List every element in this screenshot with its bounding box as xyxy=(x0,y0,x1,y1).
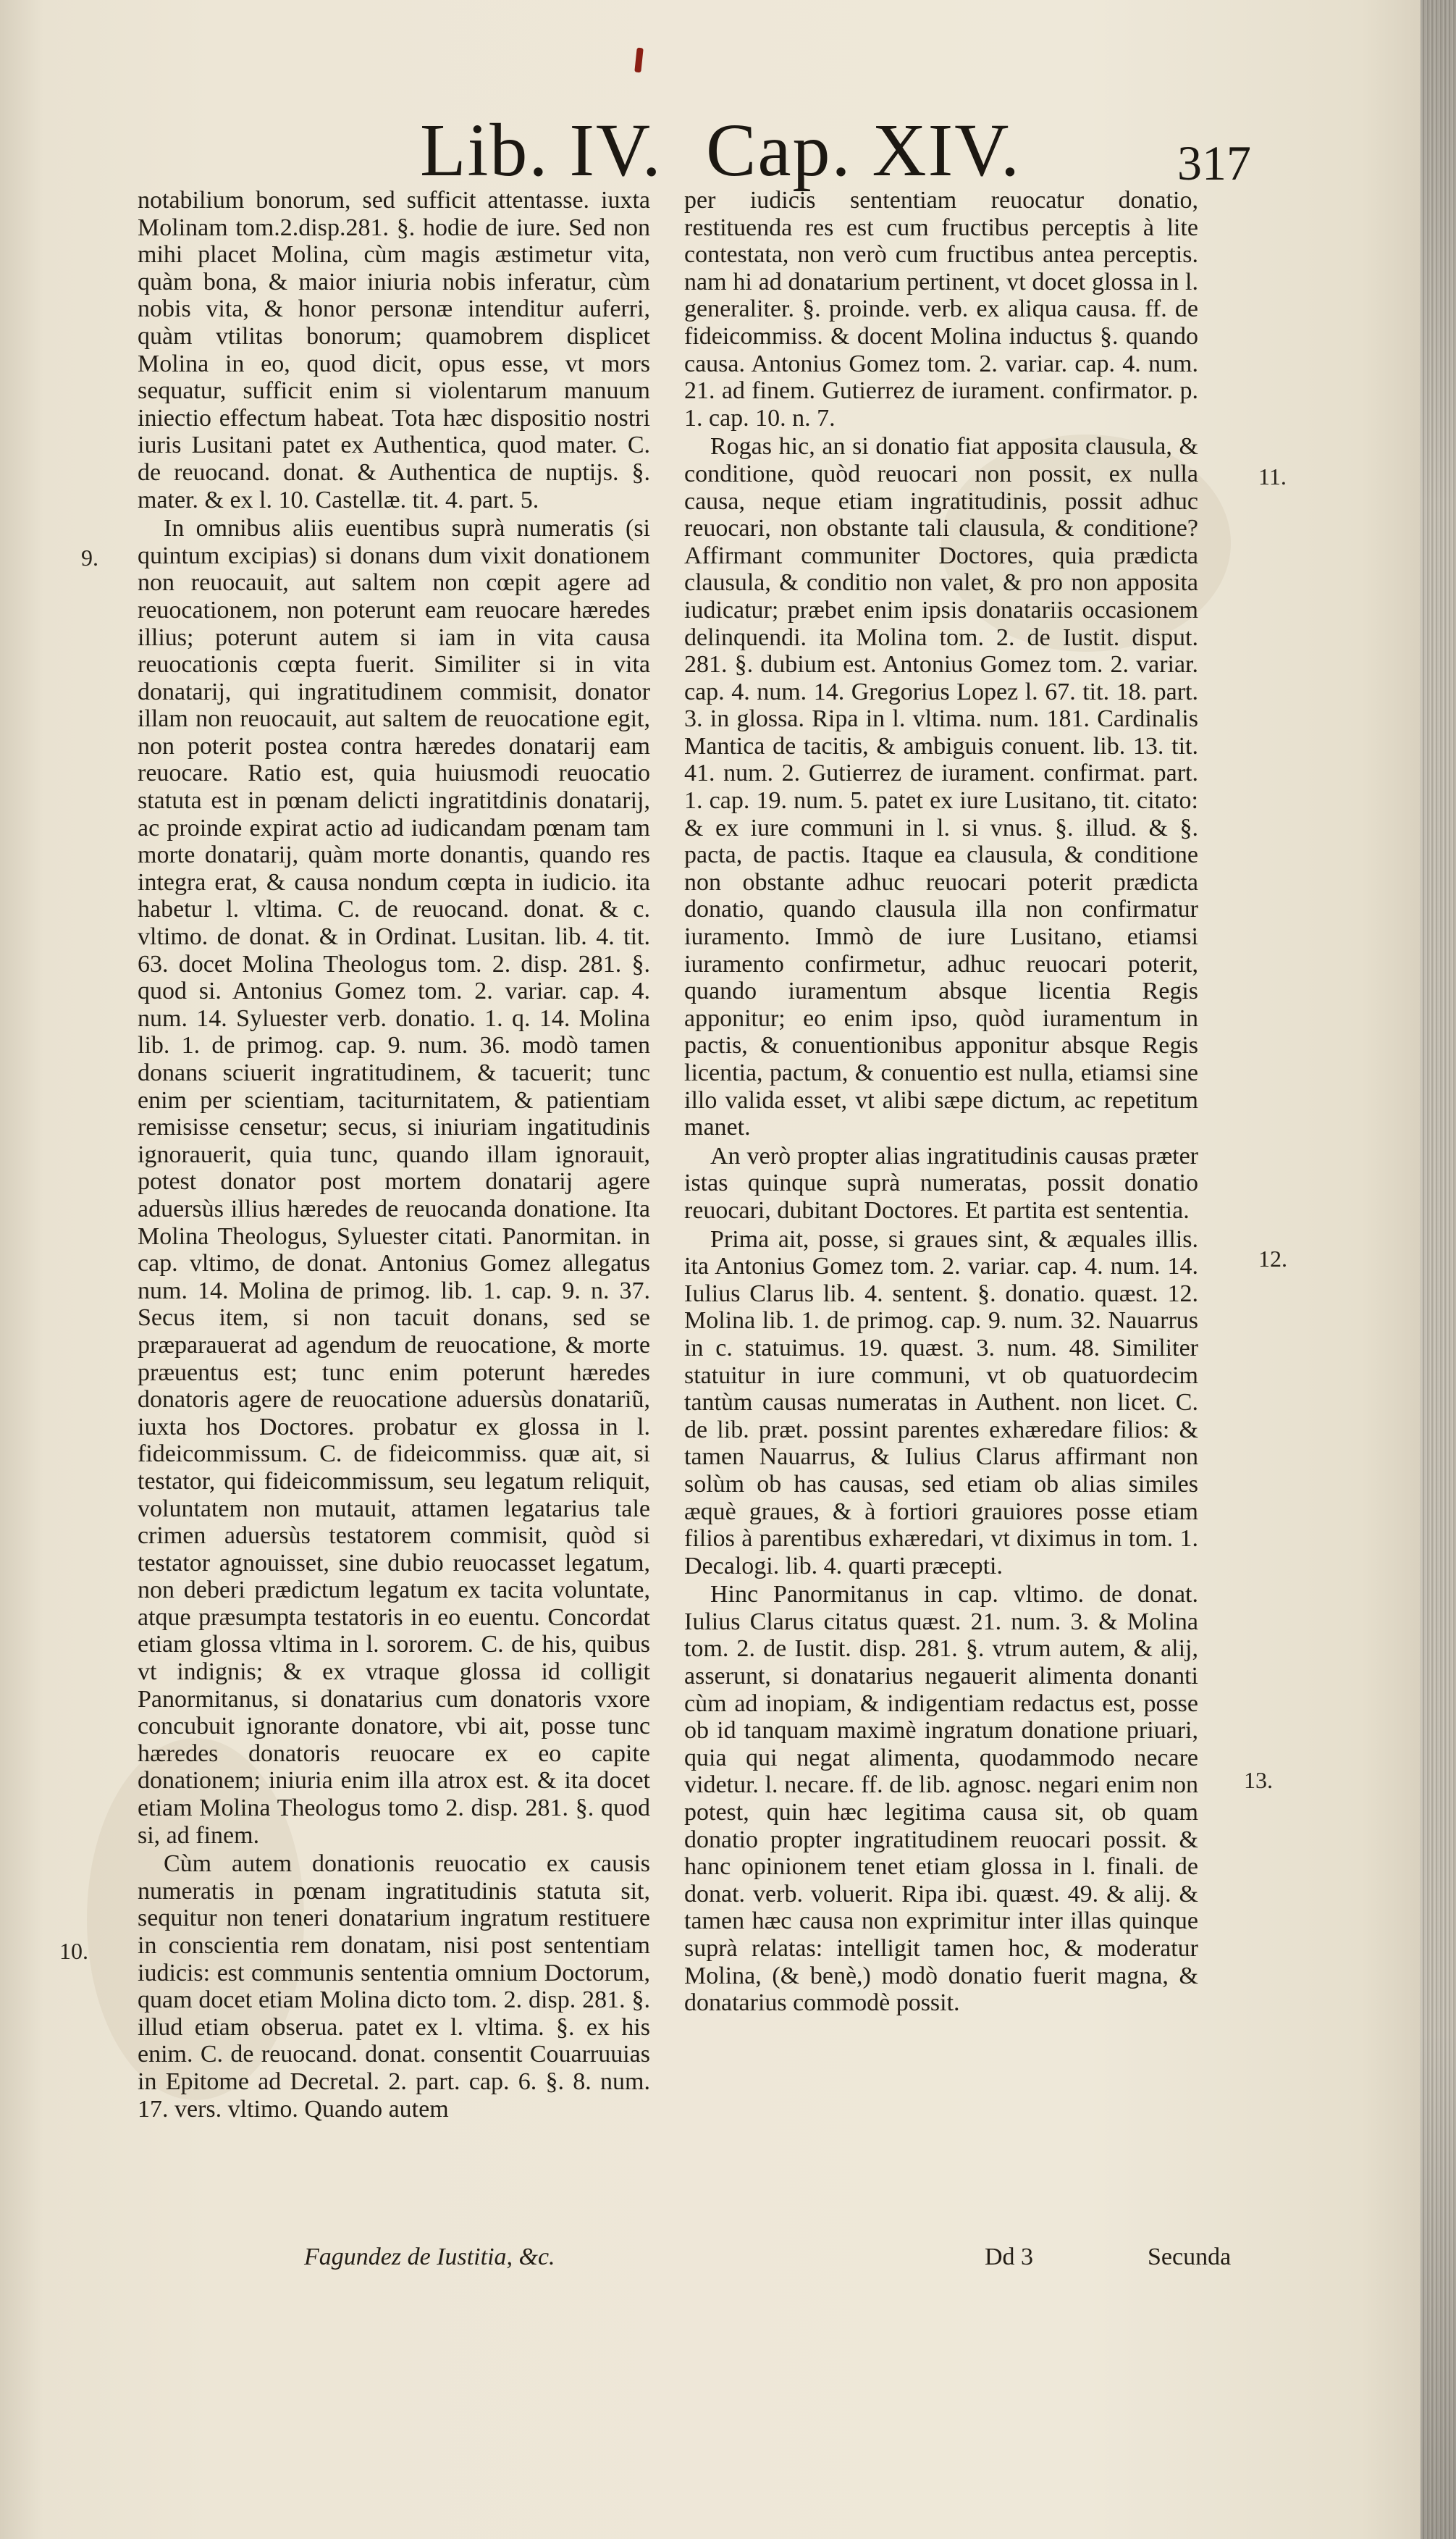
page-edges xyxy=(1421,0,1456,2539)
margin-number: 12. xyxy=(1258,1246,1287,1272)
chapter-heading: Cap. XIV. xyxy=(706,109,1021,192)
right-column xyxy=(684,187,1198,2017)
paragraph: Rogas hic, an si donatio fiat apposita clausula, & conditione, quòd reuocari non possit, ex nulla causa, neque etiam ingratitudinis, possit adhuc reuocari, non obstante tali clausula, & conditione? Affirmant communiter Doctores, quia prædicta clausula, & conditio non valet, & pro non apposita iudicatur; præbet enim ipsis donatariis occasionem delinquendi. ita Molina tom. 2. de Iustit. disput. 281. §. dubium est. Antonius Gomez tom. 2. variar. cap. 4. num. 14. Gregorius Lopez l. 67. tit. 18. part. 3. in glossa. Ripa in l. vltima. num. 181. Cardinalis Mantica de tacitis, & ambiguis conuent. lib. 13. tit. 41. num. 2. Gutierrez de iurament. confirmat. part. 1. cap. 19. num. 5. patet ex iure Lusitano, tit. citato: & ex iure communi in l. si vnus. §. illud. & §. pacta, de pactis. Itaque ea clausula, & conditione non obstante adhuc reuocari poterit prædicta donatio, quando clausula illa non confirmatur iuramento. Immò de iure Lusitano, etiamsi iuramento confirmetur, adhuc reuocari poterit, quando iuramentum absque licentia Regis apponitur; eo enim ipso, quòd iuramentum in pactis, & conuentionibus apponitur absque Regis licentia, pactum, & conuentio est nulla, etiamsi sine illo valida esset, vt alibi sæpe dictum, ac repetitum manet. xyxy=(684,433,1198,1141)
paragraph: Hinc Panormitanus in cap. vltimo. de donat. Iulius Clarus citatus quæst. 21. num. 3. & Molina tom. 2. de Iustit. disp. 281. §. vtrum autem, & alij, asserunt, si donatarius negauerit alimenta donanti cùm ad inopiam, & indigentiam redactus est, posse ob id tanquam maximè ingratum donatione priuari, quia qui negat alimenta, quodammodo necare videtur. l. necare. ff. de lib. agnosc. negari enim non potest, quin hæc legitima causa sit, ob quam donatio propter ingratitudinem reuocari possit. & hanc opinionem tenet etiam glossa in l. finali. de donat. verb. voluerit. Ripa ibi. quæst. 49. & alij. & tamen hæc causa non exprimitur inter illas quinque suprà relatas: intelligit tamen hoc, & moderatur Molina, (& benè,) modò donatio fuerit magna, & donatarius commodè possit. xyxy=(684,1581,1198,2017)
running-footer-title: Fagundez de Iustitia, &c. xyxy=(304,2244,555,2270)
left-column xyxy=(138,187,650,2123)
paragraph: per iudicis sententiam reuocatur donatio, restituenda res est cum fructibus perceptis à lite contestata, non verò cum fructibus antea perceptis. nam hi ad donatarium pertinent, vt docet glossa in l. generaliter. §. proinde. verb. ex aliqua causa. ff. de fideicommiss. & docent Molina inductus §. quando causa. Antonius Gomez tom. 2. variar. cap. 4. num. 21. ad finem. Gutierrez de iurament. confirmator. p. 1. cap. 10. n. 7. xyxy=(684,187,1198,432)
margin-number: 9. xyxy=(81,545,98,571)
book-heading: Lib. IV. xyxy=(420,109,662,192)
ink-mark xyxy=(634,48,644,73)
page-number: 317 xyxy=(1177,135,1251,190)
paragraph: Cùm autem donationis reuocatio ex causis numeratis in pœnam ingratitudinis statuta sit, sequitur non teneri donatarium ingratum restituere in conscientia rem donatam, nisi post sententiam iudicis: est communis sententia omnium Doctorum, quam docet etiam Molina dicto tom. 2. disp. 281. §. illud etiam obserua. patet ex l. vltima. §. ex his enim. C. de reuocand. donat. consentit Couarruuias in Epitome ad Decretal. 2. part. cap. 6. §. 8. num. 17. vers. vltimo. Quando autem xyxy=(138,1850,650,2123)
paragraph: notabilium bonorum, sed sufficit attentasse. iuxta Molinam tom.2.disp.281. §. hodie de iure. Sed non mihi placet Molina, cùm magis æstimetur vita, quàm bona, & maior iniuria nobis inferatur, cùm nobis vita, & honor personæ intenditur auferri, quàm vtilitas bonorum; quamobrem displicet Molina in eo, quod dicit, opus esse, vt mors sequatur, sufficit enim si violentarum manuum iniectio effectum habeat. Tota hæc dispositio nostri iuris Lusitani patet ex Authentica, quod mater. C. de reuocand. donat. & Authentica de nuptijs. §. mater. & ex l. 10. Castellæ. tit. 4. part. 5. xyxy=(138,187,650,513)
margin-number: 13. xyxy=(1244,1767,1273,1793)
margin-number: 10. xyxy=(59,1938,88,1964)
paragraph: Prima ait, posse, si graues sint, & æquales illis. ita Antonius Gomez tom. 2. variar. cap. 4. num. 14. Iulius Clarus lib. 4. sentent. §. donatio. quæst. 12. Molina lib. 1. de primog. cap. 9. num. 32. Nauarrus in c. statuimus. 19. quæst. 3. num. 48. Similiter statuitur in iure communi, vt ob quatuordecim tantùm causas numeratas in Authent. non licet. C. de lib. præt. possint parentes exhæredare filios: & tamen Nauarrus, & Iulius Clarus affirmant non solùm ob has causas, sed etiam ob alias similes æquè graues, & à fortiori grauiores posse etiam filios à parentibus exhæredari, vt diximus in tom. 1. Decalogi. lib. 4. quarti præcepti. xyxy=(684,1225,1198,1579)
paragraph: An verò propter alias ingratitudinis causas præter istas quinque suprà numeratas, possit donatio reuocari, dubitant Doctores. Et partita est sententia. xyxy=(684,1142,1198,1224)
catchword: Secunda xyxy=(1148,2244,1232,2270)
signature-mark: Dd 3 xyxy=(985,2244,1034,2270)
paragraph: In omnibus aliis euentibus suprà numeratis (si quintum excipias) si donans dum vixit donationem non reuocauit, aut saltem non cœpit agere ad reuocationem, non poterunt eam reuocare hæredes illius; poterunt autem si iam in vita causa reuocationis cœpta fuerit. Similiter si in vita donatarij, qui ingratitudinem commisit, donator illam non reuocauit, aut saltem de reuocatione egit, non poterit postea contra hæredes donatarij eam reuocare. Ratio est, quia huiusmodi reuocatio statuta est in pœnam delicti ingratitdinis donatarij, ac proinde expirat actio ad iudicandam pœnam tam morte donatarij, quàm morte donantis, quando res integra erat, & causa nondum cœpta in iudicio. ita habetur l. vltima. C. de reuocand. donat. & c. vltimo. de donat. & in Ordinat. Lusitan. lib. 4. tit. 63. docet Molina Theologus tom. 2. disp. 281. §. quod si. Antonius Gomez tom. 2. variar. cap. 4. num. 14. Syluester verb. donatio. 1. q. 14. Molina lib. 1. de primog. cap. 9. num. 36. modò tamen donans sciuerit ingratitudinem, & tacuerit; tunc enim per scientiam, taciturnitatem, & patientiam remisisse censetur; secus, si iniuriam ingatitudinis ignorauerit, quia tunc, quando illam ignorauit, potest donator post mortem donatarij agere aduersùs illius hæredes de reuocanda donatione. Ita Molina Theologus, Syluester citati. Panormitan. in cap. vltimo, de donat. Antonius Gomez allegatus num. 14. Molina de primog. lib. 1. cap. 9. n. 37. Secus item, si non tacuit donans, sed se præparauerat ad agendum de reuocatione, & morte præuentus est; tunc enim poterunt hæredes donatoris agere de reuocatione aduersùs donatariũ, iuxta hos Doctores. probatur ex glossa in l. fideicommissum. C. de fideicommiss. quæ ait, si testator, qui fideicommissum, seu legatum reliquit, voluntatem non mutauit, attamen legatarius tale crimen aduersùs testatorem commisit, quòd si testator agnouisset, sine dubio reuocasset legatum, non deberi prædictum legatum ex tacita voluntate, atque præsumpta testatoris in eo euentu. Concordat etiam glossa vltima in l. sororem. C. de his, quibus vt indignis; & ex vtraque glossa id colligit Panormitanus, si donatarius cum donatoris vxore concubuit ignorante donatore, vbi ait, posse tunc hæredes donatoris reuocare ex eo capite donationem; iniuria enim illa atrox est. & ita docet etiam Molina Theologus tomo 2. disp. 281. §. quod si, ad finem. xyxy=(138,515,650,1849)
margin-number: 11. xyxy=(1258,463,1287,490)
